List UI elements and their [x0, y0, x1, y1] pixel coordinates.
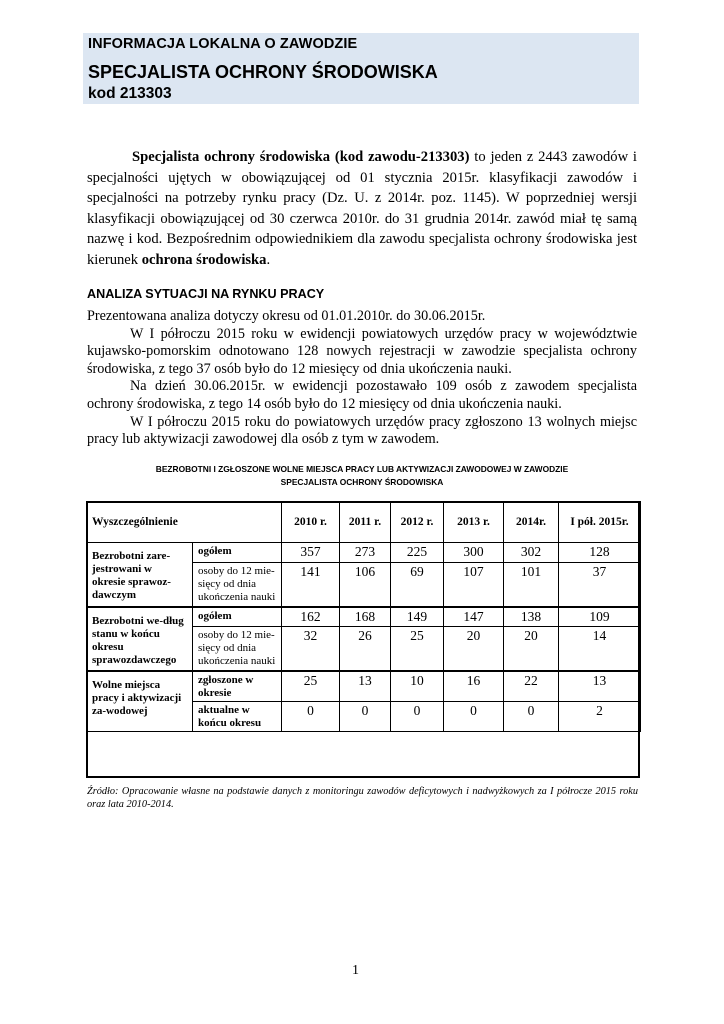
- value-cell: 128: [559, 543, 641, 563]
- statistics-table: [86, 501, 641, 732]
- value-cell: 302: [504, 543, 559, 563]
- value-cell: 149: [391, 607, 444, 627]
- row-group-label: Bezrobotni zare-jestrowani w okresie sprawoz-dawczym: [87, 543, 193, 607]
- analysis-period: Prezentowana analiza dotyczy okresu od 01.01.2010r. do 30.06.2015r.: [87, 308, 486, 324]
- header-banner: [83, 33, 639, 104]
- row-group-label: Wolne miejsca pracy i aktywizacji za-wodowej: [87, 671, 193, 732]
- analysis-text: [87, 308, 637, 449]
- value-cell: 69: [391, 563, 444, 607]
- value-cell: 300: [444, 543, 504, 563]
- value-cell: 106: [340, 563, 391, 607]
- row-label: zgłoszone w okresie: [193, 671, 282, 702]
- value-cell: 20: [504, 627, 559, 671]
- intro-paragraph: [87, 147, 637, 270]
- value-cell: 32: [282, 627, 340, 671]
- table-title-line2: SPECJALISTA OCHRONY ŚRODOWISKA: [280, 477, 444, 487]
- header-cell: 2014r.: [504, 502, 559, 543]
- row-label: ogółem: [193, 607, 282, 627]
- value-cell: 14: [559, 627, 641, 671]
- row-group-label: Bezrobotni we-dług stanu w końcu okresu sprawozdawczego: [87, 607, 193, 671]
- intro-lead: Specjalista ochrony środowiska (kod zawodu-213303): [132, 149, 470, 165]
- value-cell: 25: [282, 671, 340, 702]
- value-cell: 13: [340, 671, 391, 702]
- header-cell: 2011 r.: [340, 502, 391, 543]
- row-label: ogółem: [193, 543, 282, 563]
- analysis-stock: Na dzień 30.06.2015r. w ewidencji pozostawało 109 osób z zawodem specjalista ochrony środowiska, z tego 14 osób było do 12 miesięcy od dnia ukończenia nauki.: [87, 378, 637, 412]
- value-cell: 109: [559, 607, 641, 627]
- table-row: [87, 671, 641, 702]
- value-cell: 107: [444, 563, 504, 607]
- value-cell: 2: [559, 701, 641, 731]
- row-label: aktualne w końcu okresu: [193, 701, 282, 731]
- value-cell: 16: [444, 671, 504, 702]
- analysis-registrations: W I półroczu 2015 roku w ewidencji powiatowych urzędów pracy w województwie kujawsko-pomorskim odnotowano 128 nowych rejestracji w zawodzie specjalista ochrony środowiska, z tego 37 osób było do 12 miesięcy od dnia ukończenia nauki.: [87, 325, 637, 377]
- table-header-row: [87, 502, 641, 543]
- table-row: [87, 607, 641, 627]
- value-cell: 0: [444, 701, 504, 731]
- analysis-vacancies: W I półroczu 2015 roku do powiatowych urzędów pracy zgłoszono 13 wolnych miejsc pracy lub aktywizacji zawodowej dla osób z tym w zawodem.: [87, 413, 637, 448]
- row-label: osoby do 12 mie-sięcy od dnia ukończenia nauki: [193, 627, 282, 671]
- table-title: [87, 463, 637, 489]
- section-title: ANALIZA SYTUACJI NA RYNKU PRACY: [87, 287, 325, 301]
- value-cell: 168: [340, 607, 391, 627]
- table-body: [87, 543, 641, 732]
- value-cell: 357: [282, 543, 340, 563]
- header-cell: 2013 r.: [444, 502, 504, 543]
- value-cell: 20: [444, 627, 504, 671]
- value-cell: 13: [559, 671, 641, 702]
- source-note: Źródło: Opracowanie własne na podstawie danych z monitoringu zawodów deficytowych i nadwyżkowych za I półrocze 2015 roku oraz lata 2010-2014.: [87, 786, 638, 810]
- page-number: 1: [352, 963, 359, 978]
- table-row: [87, 543, 641, 563]
- value-cell: 141: [282, 563, 340, 607]
- occupation-code: kod 213303: [88, 85, 172, 102]
- value-cell: 225: [391, 543, 444, 563]
- value-cell: 26: [340, 627, 391, 671]
- value-cell: 138: [504, 607, 559, 627]
- header-cell: I pół. 2015r.: [559, 502, 641, 543]
- table-title-line1: BEZROBOTNI I ZGŁOSZONE WOLNE MIEJSCA PRACY LUB AKTYWIZACJI ZAWODOWEJ W ZAWODZIE: [155, 464, 569, 474]
- intro-field: ochrona środowiska: [141, 251, 267, 268]
- value-cell: 37: [559, 563, 641, 607]
- row-label: osoby do 12 mie-sięcy od dnia ukończenia nauki: [193, 563, 282, 607]
- value-cell: 147: [444, 607, 504, 627]
- intro-body: to jeden z 2443 zawodów i specjalności ujętych w obowiązującej od 01 stycznia 2015r. klasyfikacji zawodów i specjalności na potrzeby rynku pracy (Dz. U. z 2014r. poz. 1145). W poprzedniej wersji klasyfikacji obowiązującej od 30 czerwca 2010r. do 31 grudnia 2014r. zawód miał tę samą nazwę i kod. Bezpośrednim odpowiednikiem dla zawodu specjalista ochrony środowiska jest kierunek: [87, 149, 637, 268]
- header-title: INFORMACJA LOKALNA O ZAWODZIE: [88, 36, 358, 52]
- value-cell: 25: [391, 627, 444, 671]
- value-cell: 0: [391, 701, 444, 731]
- header-cell: 2010 r.: [282, 502, 340, 543]
- value-cell: 273: [340, 543, 391, 563]
- header-cell: Wyszczególnienie: [87, 502, 282, 543]
- header-cell: 2012 r.: [391, 502, 444, 543]
- value-cell: 0: [282, 701, 340, 731]
- occupation-name: SPECJALISTA OCHRONY ŚRODOWISKA: [88, 62, 438, 82]
- value-cell: 162: [282, 607, 340, 627]
- value-cell: 0: [340, 701, 391, 731]
- value-cell: 10: [391, 671, 444, 702]
- intro-end: .: [266, 251, 271, 268]
- value-cell: 22: [504, 671, 559, 702]
- value-cell: 101: [504, 563, 559, 607]
- value-cell: 0: [504, 701, 559, 731]
